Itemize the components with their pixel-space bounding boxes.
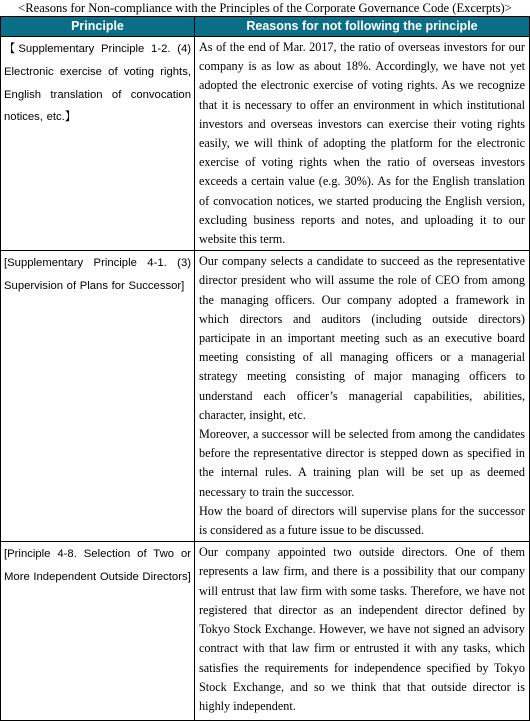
reasons-column-header: Reasons for not following the principle [195,17,530,37]
table-row [1,251,530,542]
principle-cell: [Supplementary Principle 4-1. (3) Supervision of Plans for Successor] [1,251,195,542]
principle-cell: [Principle 4-8. Selection of Two or More Independent Outside Directors] [1,542,195,721]
reason-paragraph: How the board of directors will supervise plans for the successor is considered as a future issue to be discussed. [199,503,525,538]
table-header-row [1,17,530,37]
reason-paragraph: As of the end of Mar. 2017, the ratio of overseas investors for our company is as low as about 18%. Accordingly, we have not yet adopted the electronic exercise of voting rights. As we recognize that it is necessary to offer an environment in which institutional investors and overseas investors can exercise their voting rights easily, we will think of adopting the platform for the electronic exercise of voting rights when the ratio of overseas investors exceeds a certain value (e.g. 30%). As for the English translation of convocation notices, we started producing the English version, excluding business reports and notes, and uploading it to our website this term. [199,40,525,247]
table-row [1,542,530,721]
principle-column-header: Principle [1,17,195,37]
reason-paragraph: Our company selects a candidate to succeed as the representative director president who will assume the role of CEO from among the managing officers. Our company adopted a framework in which directors and auditors (including outside directors) participate in an important meeting such as an executive board meeting consisting of all managing officers or a managerial strategy meeting consisting of major managing officers to understand each officer’s managerial capabilities, abilities, character, insight, etc. [199,254,525,422]
reason-paragraph: Our company appointed two outside directors. One of them represents a law firm, and there is a possibility that our company will entrust that law firm with some tasks. Therefore, we have not registered that director as an independent director defined by Tokyo Stock Exchange. However, we have not signed an advisory contract with that law firm or entrusted it with any tasks, which satisfies the requirements for independence specified by Tokyo Stock Exchange, and so we think that that outside director is highly independent. [199,545,525,713]
table-row [1,37,530,251]
page-title: <Reasons for Non-compliance with the Principles of the Corporate Governance Code (Excerpts)> [18,1,512,15]
reason-cell [195,542,530,721]
governance-table [0,16,530,721]
reason-cell [195,251,530,542]
principle-cell: 【Supplementary Principle 1-2. (4) Electronic exercise of voting rights, English translation of convocation notices, etc.】 [1,37,195,251]
reason-cell [195,37,530,251]
reason-paragraph: Moreover, a successor will be selected from among the candidates before the representative director is stepped down as specified in the internal rules. A training plan will be set up as deemed necessary to train the successor. [199,427,525,499]
